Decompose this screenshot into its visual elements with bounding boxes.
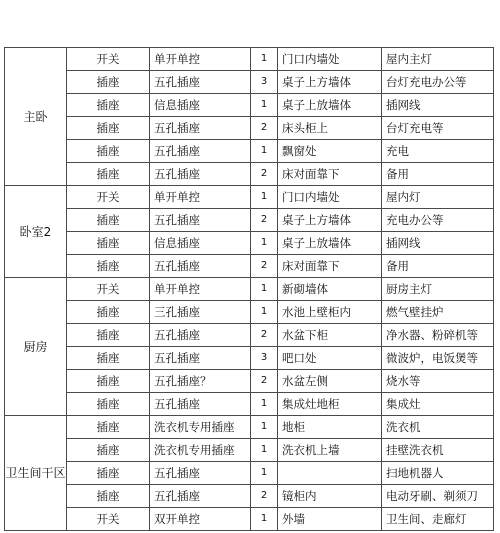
location-cell: 床对面靠下 xyxy=(278,163,382,186)
model-cell: 五孔插座 xyxy=(150,71,251,94)
location-cell: 水池上壁柜内 xyxy=(278,301,382,324)
table-row xyxy=(5,163,494,186)
type-cell: 开关 xyxy=(67,508,150,531)
table-row xyxy=(5,485,494,508)
model-cell: 五孔插座 xyxy=(150,117,251,140)
table-row xyxy=(5,186,494,209)
table-row xyxy=(5,370,494,393)
location-cell: 桌子上方墙体 xyxy=(278,71,382,94)
table-row xyxy=(5,324,494,347)
model-cell: 五孔插座？ xyxy=(150,370,251,393)
type-cell: 插座 xyxy=(67,140,150,163)
table-row xyxy=(5,94,494,117)
quantity-cell: 1 xyxy=(251,301,278,324)
model-cell: 双开单控 xyxy=(150,508,251,531)
model-cell: 单开单控 xyxy=(150,278,251,301)
type-cell: 插座 xyxy=(67,370,150,393)
table-row xyxy=(5,255,494,278)
table-body xyxy=(5,48,494,531)
location-cell: 吧口处 xyxy=(278,347,382,370)
quantity-cell: 3 xyxy=(251,347,278,370)
type-cell: 插座 xyxy=(67,209,150,232)
quantity-cell: 1 xyxy=(251,186,278,209)
purpose-cell: 集成灶 xyxy=(382,393,494,416)
purpose-cell: 插网线 xyxy=(382,232,494,255)
model-cell: 单开单控 xyxy=(150,186,251,209)
quantity-cell: 2 xyxy=(251,485,278,508)
quantity-cell: 1 xyxy=(251,508,278,531)
quantity-cell: 1 xyxy=(251,393,278,416)
type-cell: 插座 xyxy=(67,117,150,140)
type-cell: 插座 xyxy=(67,347,150,370)
purpose-cell: 台灯充电办公等 xyxy=(382,71,494,94)
type-cell: 插座 xyxy=(67,301,150,324)
type-cell: 插座 xyxy=(67,439,150,462)
location-cell xyxy=(278,462,382,485)
location-cell: 新砌墙体 xyxy=(278,278,382,301)
table-row xyxy=(5,71,494,94)
table-row xyxy=(5,209,494,232)
location-cell: 集成灶地柜 xyxy=(278,393,382,416)
purpose-cell: 卫生间、走廊灯 xyxy=(382,508,494,531)
model-cell: 三孔插座 xyxy=(150,301,251,324)
type-cell: 开关 xyxy=(67,186,150,209)
model-cell: 五孔插座 xyxy=(150,462,251,485)
type-cell: 插座 xyxy=(67,324,150,347)
quantity-cell: 3 xyxy=(251,71,278,94)
location-cell: 门口内墙处 xyxy=(278,186,382,209)
model-cell: 五孔插座 xyxy=(150,163,251,186)
model-cell: 五孔插座 xyxy=(150,324,251,347)
room-cell: 卧室2 xyxy=(5,186,67,278)
model-cell: 五孔插座 xyxy=(150,347,251,370)
type-cell: 插座 xyxy=(67,163,150,186)
location-cell: 床头柜上 xyxy=(278,117,382,140)
type-cell: 插座 xyxy=(67,232,150,255)
location-cell: 桌子上放墙体 xyxy=(278,94,382,117)
quantity-cell: 1 xyxy=(251,48,278,71)
quantity-cell: 1 xyxy=(251,439,278,462)
quantity-cell: 1 xyxy=(251,462,278,485)
purpose-cell: 燃气壁挂炉 xyxy=(382,301,494,324)
model-cell: 五孔插座 xyxy=(150,255,251,278)
model-cell: 五孔插座 xyxy=(150,209,251,232)
purpose-cell: 电动牙刷、剃须刀 xyxy=(382,485,494,508)
type-cell: 插座 xyxy=(67,416,150,439)
type-cell: 开关 xyxy=(67,278,150,301)
type-cell: 插座 xyxy=(67,71,150,94)
table-row xyxy=(5,278,494,301)
quantity-cell: 2 xyxy=(251,324,278,347)
location-cell: 水盆下柜 xyxy=(278,324,382,347)
location-cell: 门口内墙处 xyxy=(278,48,382,71)
table-row xyxy=(5,347,494,370)
location-cell: 飘窗处 xyxy=(278,140,382,163)
quantity-cell: 2 xyxy=(251,117,278,140)
quantity-cell: 1 xyxy=(251,94,278,117)
model-cell: 五孔插座 xyxy=(150,140,251,163)
purpose-cell: 厨房主灯 xyxy=(382,278,494,301)
purpose-cell: 烧水等 xyxy=(382,370,494,393)
purpose-cell: 挂壁洗衣机 xyxy=(382,439,494,462)
type-cell: 插座 xyxy=(67,255,150,278)
model-cell: 五孔插座 xyxy=(150,485,251,508)
location-cell: 外墙 xyxy=(278,508,382,531)
purpose-cell: 充电办公等 xyxy=(382,209,494,232)
quantity-cell: 1 xyxy=(251,278,278,301)
location-cell: 水盆左侧 xyxy=(278,370,382,393)
purpose-cell: 插网线 xyxy=(382,94,494,117)
location-cell: 桌子上放墙体 xyxy=(278,232,382,255)
table-row xyxy=(5,439,494,462)
room-cell: 主卧 xyxy=(5,48,67,186)
table-row xyxy=(5,140,494,163)
quantity-cell: 1 xyxy=(251,232,278,255)
table-row xyxy=(5,393,494,416)
purpose-cell: 备用 xyxy=(382,255,494,278)
purpose-cell: 备用 xyxy=(382,163,494,186)
table-row xyxy=(5,48,494,71)
table-row xyxy=(5,462,494,485)
switch-socket-table xyxy=(4,47,494,531)
location-cell: 镜柜内 xyxy=(278,485,382,508)
purpose-cell: 屋内主灯 xyxy=(382,48,494,71)
model-cell: 信息插座 xyxy=(150,232,251,255)
location-cell: 桌子上方墙体 xyxy=(278,209,382,232)
table-row xyxy=(5,232,494,255)
quantity-cell: 2 xyxy=(251,163,278,186)
location-cell: 地柜 xyxy=(278,416,382,439)
quantity-cell: 1 xyxy=(251,140,278,163)
purpose-cell: 净水器、粉碎机等 xyxy=(382,324,494,347)
quantity-cell: 2 xyxy=(251,255,278,278)
model-cell: 五孔插座 xyxy=(150,393,251,416)
purpose-cell: 微波炉，电饭煲等 xyxy=(382,347,494,370)
quantity-cell: 2 xyxy=(251,209,278,232)
purpose-cell: 屋内灯 xyxy=(382,186,494,209)
model-cell: 洗衣机专用插座 xyxy=(150,439,251,462)
location-cell: 洗衣机上墙 xyxy=(278,439,382,462)
purpose-cell: 洗衣机 xyxy=(382,416,494,439)
table-row xyxy=(5,416,494,439)
model-cell: 洗衣机专用插座 xyxy=(150,416,251,439)
model-cell: 信息插座 xyxy=(150,94,251,117)
room-cell: 厨房 xyxy=(5,278,67,416)
room-cell: 卫生间干区 xyxy=(5,416,67,531)
table-row xyxy=(5,301,494,324)
type-cell: 插座 xyxy=(67,462,150,485)
type-cell: 开关 xyxy=(67,48,150,71)
model-cell: 单开单控 xyxy=(150,48,251,71)
quantity-cell: 2 xyxy=(251,370,278,393)
purpose-cell: 充电 xyxy=(382,140,494,163)
type-cell: 插座 xyxy=(67,94,150,117)
purpose-cell: 台灯充电等 xyxy=(382,117,494,140)
table-row xyxy=(5,508,494,531)
quantity-cell: 1 xyxy=(251,416,278,439)
location-cell: 床对面靠下 xyxy=(278,255,382,278)
purpose-cell: 扫地机器人 xyxy=(382,462,494,485)
type-cell: 插座 xyxy=(67,485,150,508)
table-row xyxy=(5,117,494,140)
type-cell: 插座 xyxy=(67,393,150,416)
